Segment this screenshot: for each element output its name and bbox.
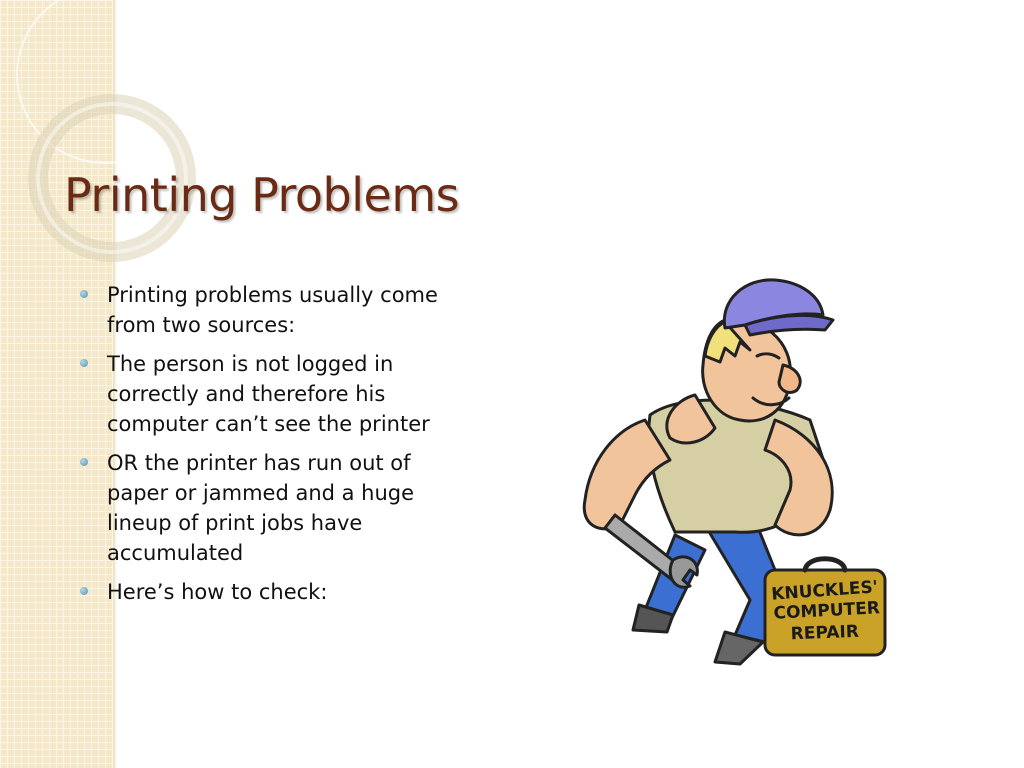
- bullet-item: [75, 349, 470, 439]
- repairman-illustration: [575, 270, 895, 670]
- decorative-rings-icon: [0, 0, 300, 300]
- bullet-text: Printing problems usually come from two sources:: [107, 283, 438, 337]
- bullet-item: [75, 448, 470, 568]
- slide-title: Printing Problems: [64, 168, 460, 222]
- bullet-item: [75, 577, 470, 607]
- bullet-dot-icon: [80, 458, 88, 466]
- bullet-text: The person is not logged in correctly and therefore his computer can’t see the printer: [107, 352, 430, 436]
- bullet-item: [75, 280, 470, 340]
- case-label-line-2: COMPUTER: [773, 598, 881, 624]
- bullet-dot-icon: [80, 359, 88, 367]
- case-label-line-3: REPAIR: [790, 621, 860, 645]
- bullet-dot-icon: [80, 290, 88, 298]
- bullet-text: OR the printer has run out of paper or jammed and a huge lineup of print jobs have accumulated: [107, 451, 415, 565]
- bullet-dot-icon: [80, 587, 88, 595]
- bullet-text: Here’s how to check:: [107, 580, 328, 604]
- bullet-list: [75, 280, 470, 616]
- case-label-line-1: KNUCKLES': [770, 577, 879, 605]
